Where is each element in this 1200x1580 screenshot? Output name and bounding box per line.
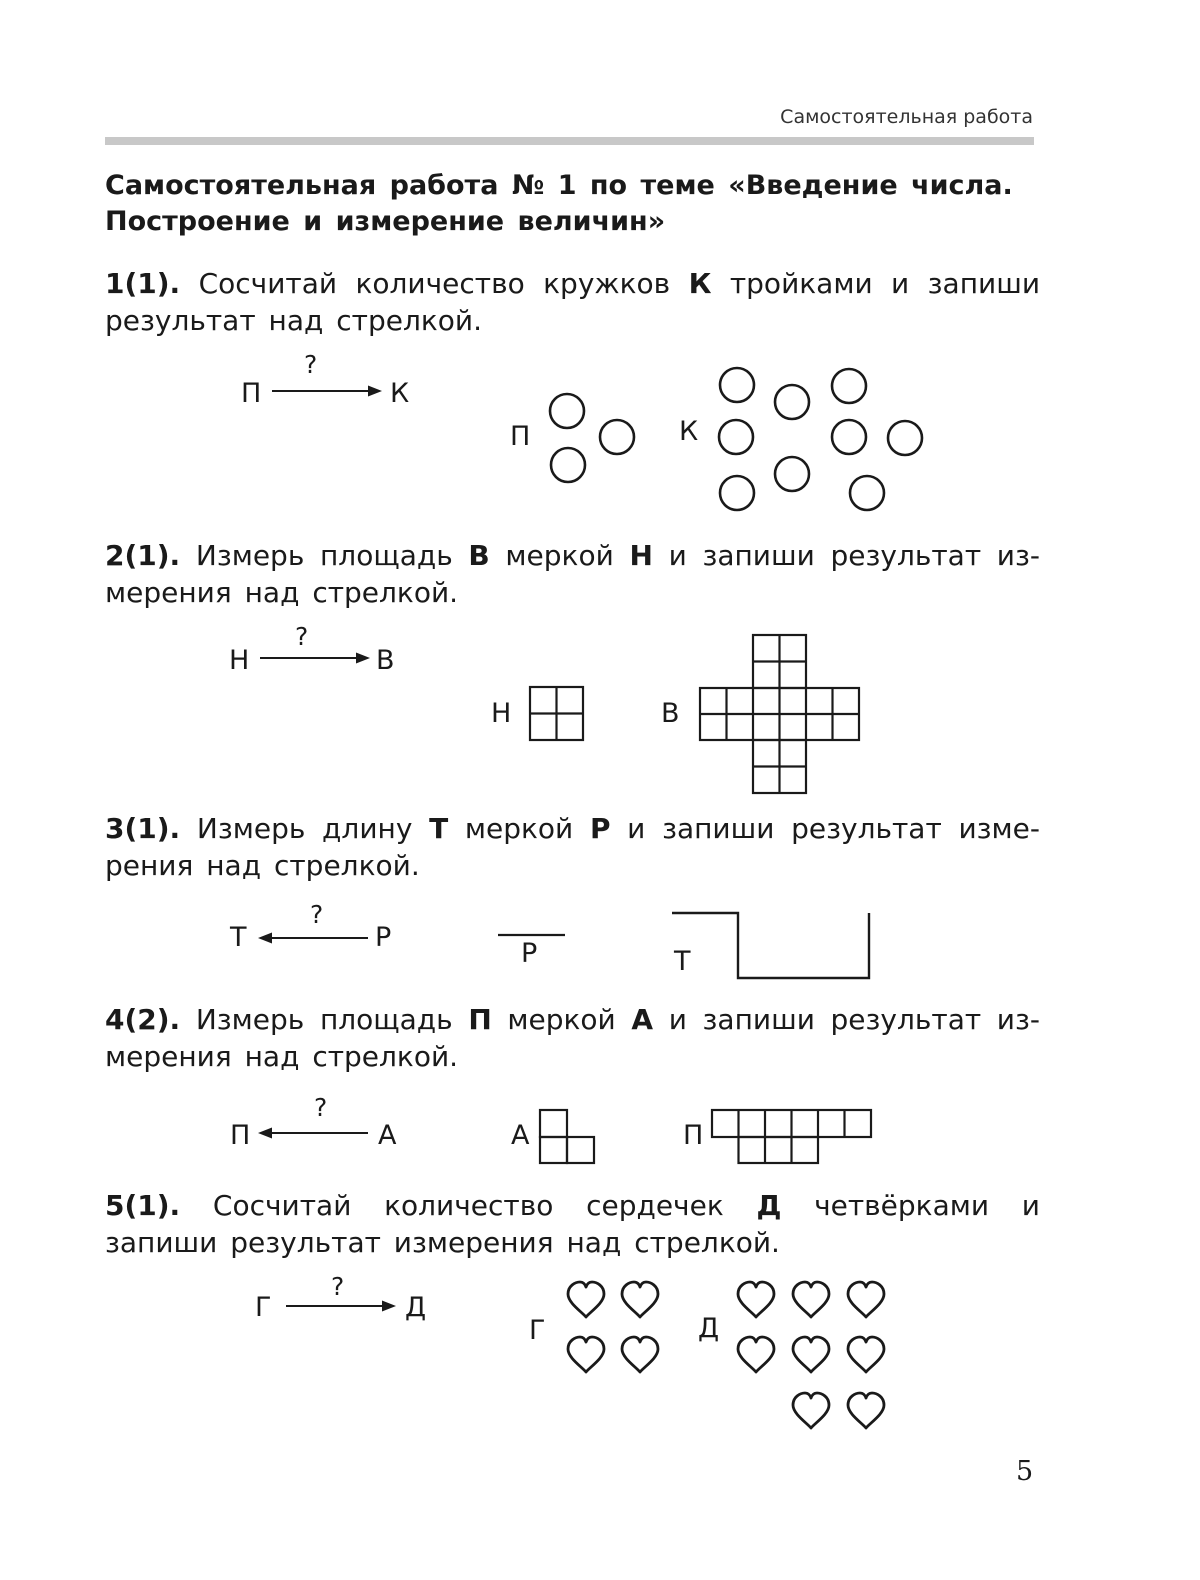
arrow-right-icon — [272, 386, 382, 397]
arrow-right-icon — [286, 1301, 396, 1312]
broken-line-t — [672, 913, 869, 978]
grid-measure-n — [530, 687, 583, 740]
heart-icon — [848, 1393, 884, 1428]
diagram-label-right: А — [378, 1120, 397, 1151]
task-number: 1(1). — [105, 267, 181, 300]
heart-icon — [848, 1282, 884, 1317]
grid-shape-p — [712, 1110, 871, 1163]
figure-label: В — [661, 698, 680, 729]
task-1-text: 1(1). Сосчитай количество кружков К тройками и запиши результат над стрелкой. — [105, 267, 1041, 337]
heart-icon — [738, 1282, 774, 1317]
arrow-left-icon — [258, 1128, 368, 1139]
grid-measure-a — [540, 1110, 594, 1163]
diagram-label-right: Д — [405, 1292, 427, 1323]
diagram-label-right: К — [390, 378, 410, 409]
task-number: 4(2). — [105, 1003, 181, 1036]
heart-icon — [793, 1282, 829, 1317]
figure-label: Р — [521, 938, 538, 969]
task-number: 3(1). — [105, 812, 181, 845]
figure-label: Г — [529, 1315, 546, 1346]
figure-label: П — [683, 1120, 704, 1151]
diagram-label-left: Г — [255, 1292, 272, 1323]
question-mark: ? — [310, 900, 324, 929]
diagram-label-left: П — [230, 1120, 251, 1151]
diagram-label-left: Т — [230, 922, 247, 953]
figure-label: Н — [491, 698, 512, 729]
diagram-label-right: Р — [375, 922, 392, 953]
page-number: 5 — [1016, 1456, 1034, 1487]
arrow-left-icon — [258, 933, 368, 944]
task-2-text: 2(1). Измерь площадь В меркой Н и запиши результат измерения над стрелкой. — [105, 539, 1040, 609]
arrow-right-icon — [260, 653, 370, 664]
grid-shape-v — [700, 635, 859, 793]
heart-icon — [568, 1337, 604, 1372]
diagram-label-right: В — [376, 645, 395, 676]
question-mark: ? — [314, 1093, 328, 1122]
running-header: Самостоятельная работа — [780, 106, 1033, 128]
question-mark: ? — [304, 350, 318, 379]
diagram-label-left: Н — [229, 645, 250, 676]
figure-label: К — [679, 416, 699, 447]
heart-icon — [622, 1282, 658, 1317]
question-mark: ? — [331, 1272, 345, 1301]
heart-icon — [848, 1337, 884, 1372]
hearts-group-d — [738, 1282, 884, 1428]
task-number: 5(1). — [105, 1189, 181, 1222]
heart-icon — [793, 1393, 829, 1428]
figure-label: П — [510, 421, 531, 452]
task-4-text: 4(2). Измерь площадь П меркой А и запиши результат измерения над стрелкой. — [105, 1003, 1040, 1073]
heart-icon — [793, 1337, 829, 1372]
hearts-group-g — [568, 1282, 658, 1372]
figure-label: Т — [674, 946, 691, 977]
circles-group-p — [550, 394, 634, 482]
task-5-text: 5(1). Сосчитай количество сердечек Д четвёрками и запиши результат измерения над стрелкой. — [105, 1189, 1040, 1259]
task-3-text: 3(1). Измерь длину Т меркой Р и запиши результат измерения над стрелкой. — [105, 812, 1041, 882]
figure-label: Д — [698, 1313, 720, 1344]
heart-icon — [738, 1337, 774, 1372]
figure-label: А — [511, 1120, 530, 1151]
question-mark: ? — [295, 622, 309, 651]
circles-group-k — [719, 368, 922, 510]
worksheet-title: Самостоятельная работа № 1 по теме «Введение числа. Построение и измерение величин» — [105, 170, 1013, 237]
task-number: 2(1). — [105, 539, 181, 572]
heart-icon — [622, 1337, 658, 1372]
diagram-label-left: П — [241, 378, 262, 409]
heart-icon — [568, 1282, 604, 1317]
